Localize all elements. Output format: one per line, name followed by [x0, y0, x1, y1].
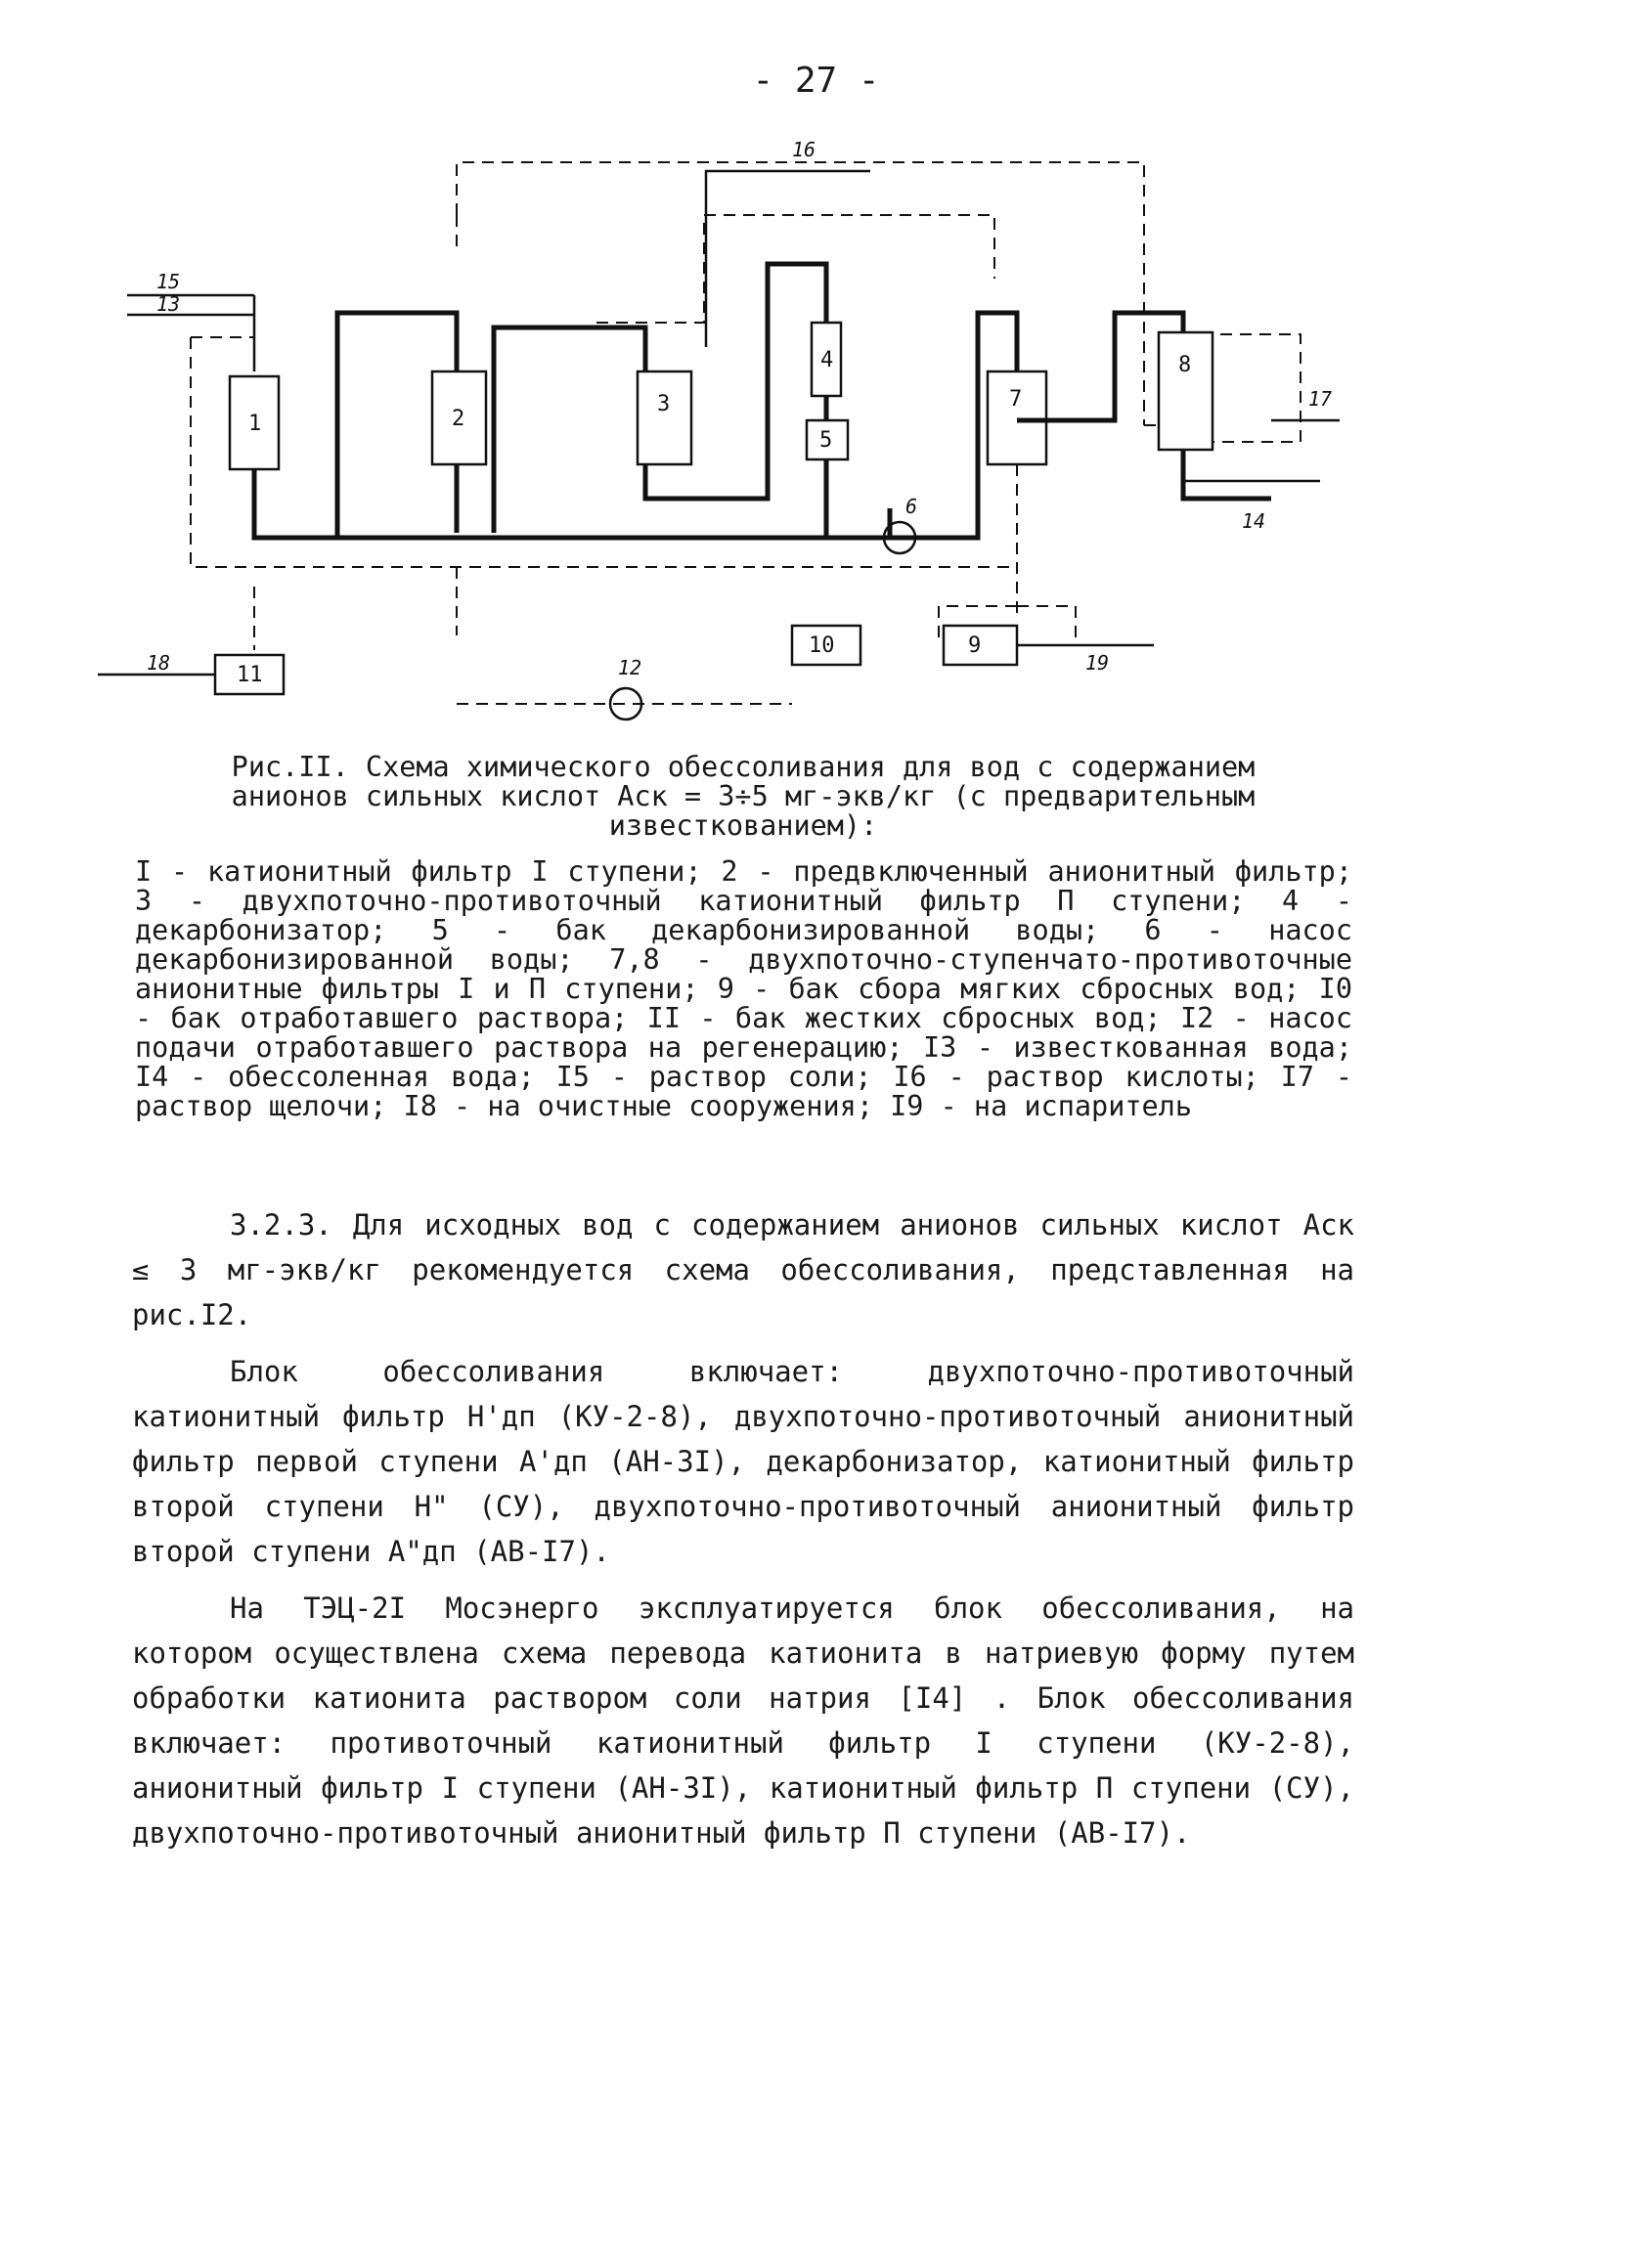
figure-caption [137, 753, 1349, 841]
paragraph-tec-21: На ТЭЦ-2I Мосэнерго эксплуатируется блок обессоливания, на котором осуществлена схема перевода катионита в натриевую форму путем обработки катионита раствором соли натрия [I4] . Блок обессоливания включает: противоточный катионитный фильтр I ступени (КУ-2-8), анионитный фильтр I ступени (АН-3I), катионитный фильтр П ступени (СУ), двухпоточно-противоточный анионитный фильтр П ступени (АВ-I7). [132, 1592, 1354, 1850]
stream-label-12: 12 [618, 656, 642, 679]
stream-label-15: 15 [156, 270, 181, 293]
stream-label-18: 18 [147, 651, 171, 675]
caption-line-1: Рис.II. Схема химического обессоливания для вод с содержанием [231, 751, 1256, 783]
box-label-3: 3 [657, 392, 671, 416]
box-label-11: 11 [237, 663, 263, 687]
paragraph-block-composition: Блок обессоливания включает: двухпоточно-противоточный катионитный фильтр Н'дп (КУ-2-8), двухпоточно-противоточный анионитный фильтр первой ступени А'дп (АН-3I), декарбонизатор, катионитный фильтр второй ступени Н" (СУ), двухпоточно-противоточный анионитный фильтр второй ступени А"дп (АВ-I7). [132, 1355, 1354, 1568]
body-text [132, 1202, 1354, 1855]
figure-legend: I - катионитный фильтр I ступени; 2 - предвключенный анионитный фильтр; 3 - двухпоточно-противоточный катионитный фильтр П ступени; 4 - декарбонизатор; 5 - бак декарбонизированной воды; 6 - насос декарбонизированной воды; 7,8 - двухпоточно-ступенчато-противоточные анионитные фильтры I и П ступени; 9 - бак сбора мягких сбросных вод; I0 - бак отработавшего раствора; II - бак жестких сбросных вод; I2 - насос подачи отработавшего раствора на регенерацию; I3 - известкованная вода; I4 - обессоленная вода; I5 - раствор соли; I6 - раствор кислоты; I7 - раствор щелочи; I8 - на очистные сооружения; I9 - на испаритель [135, 855, 1352, 1122]
box-label-9: 9 [968, 633, 982, 658]
box-label-7: 7 [1009, 387, 1023, 412]
stream-label-16: 16 [792, 138, 816, 161]
caption-line-3: известкованием): [608, 809, 878, 842]
stream-label-13: 13 [156, 292, 181, 316]
paragraph-3-2-3: 3.2.3. Для исходных вод с содержанием анионов сильных кислот Аск ≤ 3 мг-экв/кг рекомендуется схема обессоливания, представленная на рис.I2. [132, 1208, 1354, 1331]
stream-label-14: 14 [1242, 509, 1266, 533]
box-label-2: 2 [452, 407, 465, 431]
box-label-8: 8 [1178, 353, 1192, 377]
page-number: - 27 - [752, 61, 880, 101]
box-label-10: 10 [809, 633, 835, 658]
box-label-5: 5 [819, 428, 833, 453]
filter-3-box [638, 371, 691, 464]
stream-label-19: 19 [1085, 651, 1110, 675]
stream-label-6: 6 [905, 495, 918, 518]
stream-label-17: 17 [1308, 387, 1333, 411]
filter-8-box [1159, 332, 1213, 450]
box-label-1: 1 [248, 412, 262, 436]
box-label-4: 4 [820, 348, 834, 372]
water-treatment-scheme [98, 127, 1369, 733]
caption-line-2: анионов сильных кислот Аск = 3÷5 мг-экв/кг (с предварительным [231, 780, 1256, 812]
